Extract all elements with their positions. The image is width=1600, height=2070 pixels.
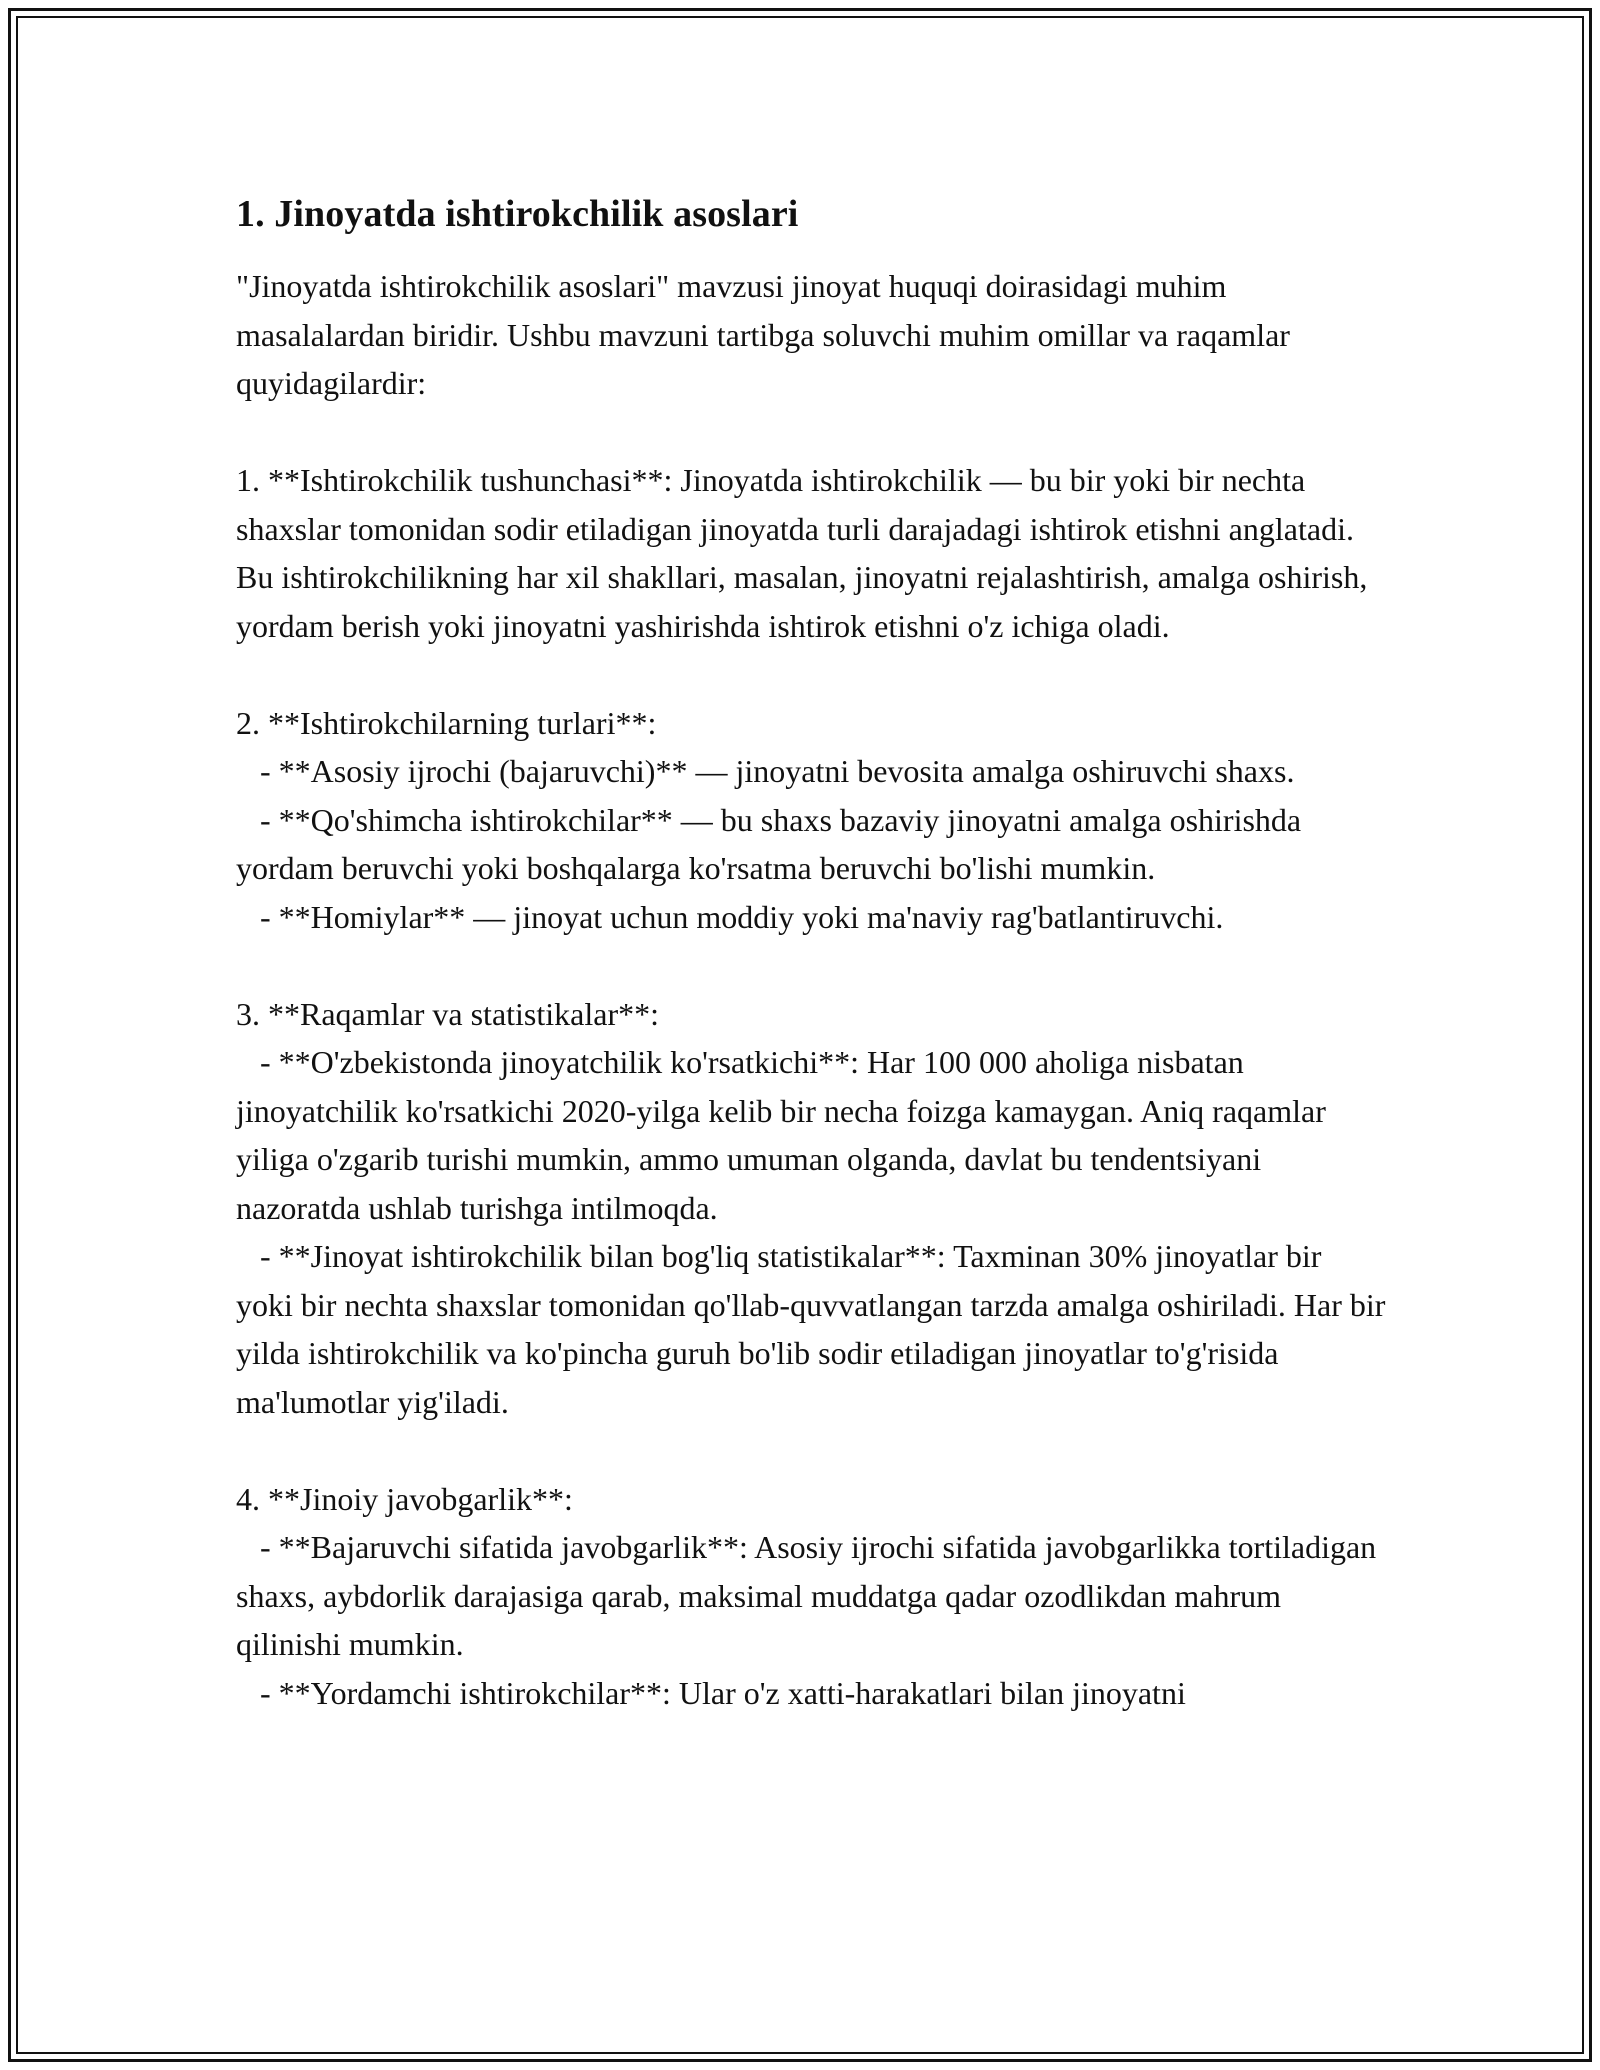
section-2-item: - **Asosiy ijrochi (bajaruvchi)** — jinoyatni bevosita amalga oshiruvchi shaxs. xyxy=(236,753,1295,789)
section-1-paragraph: 1. **Ishtirokchilik tushunchasi**: Jinoyatda ishtirokchilik — bu bir yoki bir nechta shaxslar tomonidan sodir etiladigan jinoyatda turli darajadagi ishtirok etishni anglatadi. Bu ishtirokchilikning har xil shakllari, masalan, jinoyatni rejalashtirish, amalga oshirish, yordam berish yoki jinoyatni yashirishda ishtirok etishni o'z ichiga oladi. xyxy=(236,462,1376,644)
section-3-heading: 3. **Raqamlar va statistikalar**: xyxy=(236,995,659,1032)
section-4-heading: 4. **Jinoiy javobgarlik**: xyxy=(236,1480,573,1517)
page-title: 1. Jinoyatda ishtirokchilik asoslari xyxy=(236,193,799,235)
paragraph-gap xyxy=(236,1426,1386,1475)
paragraph-gap xyxy=(236,650,1386,699)
section-4-item: - **Yordamchi ishtirokchilar**: Ular o'z xatti-harakatlari bilan jinoyatni xyxy=(236,1674,1186,1711)
paragraph-gap xyxy=(236,941,1386,990)
section-2-heading: 2. **Ishtirokchilarning turlari**: xyxy=(236,704,657,741)
intro-paragraph: "Jinoyatda ishtirokchilik asoslari" mavzusi jinoyat huquqi doirasidagi muhim masalalardan biridir. Ushbu mavzuni tartibga soluvchi muhim omillar va raqamlar quyidagilardir: xyxy=(236,268,1298,401)
section-3-item: - **Jinoyat ishtirokchilik bilan bog'liq statistikalar**: Taxminan 30% jinoyatlar bir yoki bir nechta shaxslar tomonidan qo'llab-quvvatlangan tarzda amalga oshiriladi. Har bir yilda ishtirokchilik va ko'pincha guruh bo'lib sodir etiladigan jinoyatlar to'g'risida ma'lumotlar yig'iladi. xyxy=(236,1238,1394,1420)
section-4-item: - **Bajaruvchi sifatida javobgarlik**: Asosiy ijrochi sifatida javobgarlikka tortiladigan shaxs, aybdorlik darajasiga qarab, maksimal muddatga qadar ozodlikdan mahrum qilinishi mumkin. xyxy=(236,1529,1385,1662)
paragraph-gap xyxy=(236,408,1386,457)
document-body xyxy=(236,190,1394,1717)
section-2-item: - **Homiylar** — jinoyat uchun moddiy yoki ma'naviy rag'batlantiruvchi. xyxy=(236,898,1224,935)
section-2-item: - **Qo'shimcha ishtirokchilar** — bu shaxs bazaviy jinoyatni amalga oshirishda yordam beruvchi yoki boshqalarga ko'rsatma beruvchi bo'lishi mumkin. xyxy=(236,801,1310,886)
section-3-item: - **O'zbekistonda jinoyatchilik ko'rsatkichi**: Har 100 000 aholiga nisbatan jinoyatchilik ko'rsatkichi 2020-yilga kelib bir necha foizga kamaygan. Aniq raqamlar yiliga o'zgarib turishi mumkin, ammo umuman olganda, davlat bu tendentsiyani nazoratda ushlab turishga intilmoqda. xyxy=(236,1044,1334,1226)
